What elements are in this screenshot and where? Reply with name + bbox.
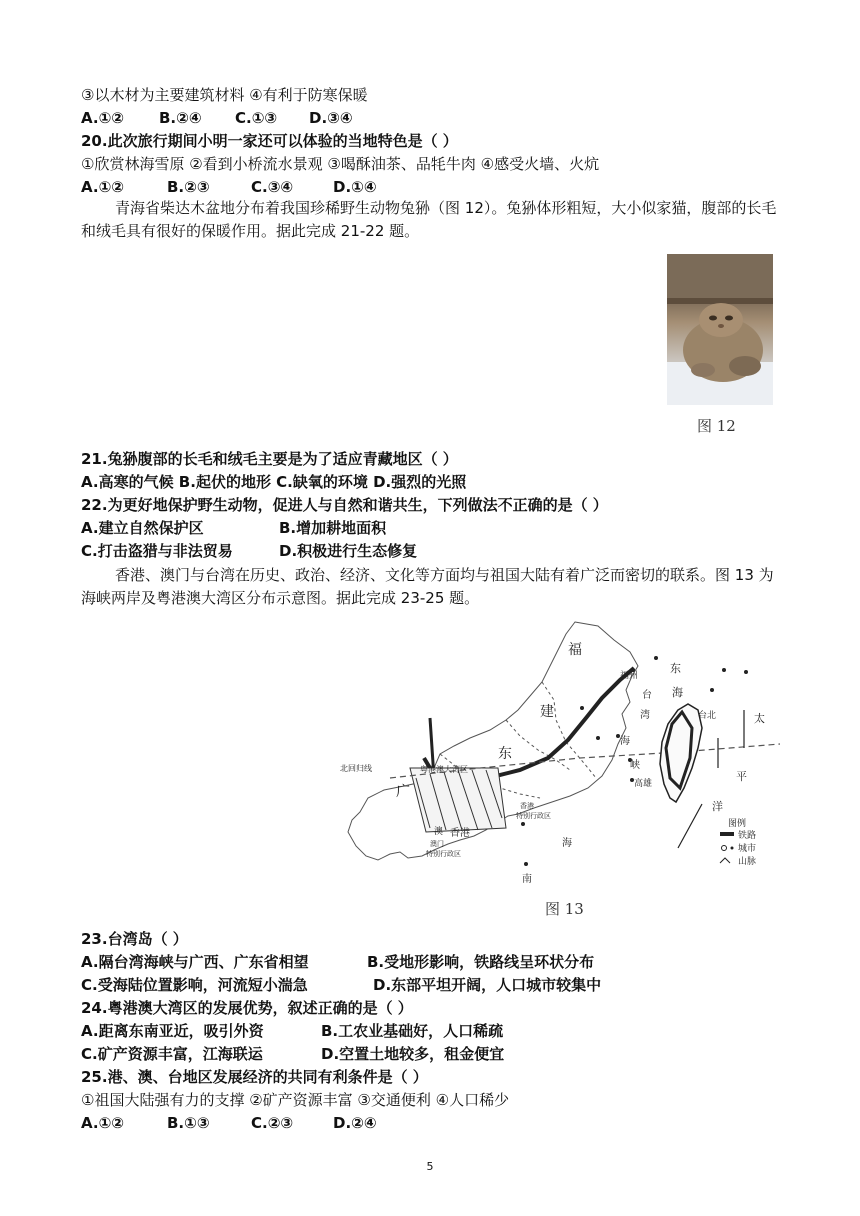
boundary-line-se <box>678 804 702 848</box>
label-strait-3: 海 <box>620 736 630 747</box>
q19-option-d[interactable]: D.③④ <box>309 109 353 127</box>
legend-title: 图例 <box>728 819 747 829</box>
q25-option-d[interactable]: D.②④ <box>333 1114 377 1132</box>
q19-items-line: ③以木材为主要建筑材料 ④有利于防寒保暖 <box>81 86 368 104</box>
q22-option-a[interactable]: A.建立自然保护区 <box>81 519 204 537</box>
q24-options-row2 <box>81 1044 504 1064</box>
q23-option-b[interactable]: B.受地形影响，铁路线呈环状分布 <box>367 953 595 971</box>
q24-option-a[interactable]: A.距离东南亚近，吸引外资 <box>81 1022 264 1040</box>
q20-option-d[interactable]: D.①④ <box>333 178 377 196</box>
q22-option-b[interactable]: B.增加耕地面积 <box>279 519 387 537</box>
legend-city: 城市 <box>738 844 757 854</box>
q20-options <box>81 177 377 197</box>
q24-option-c[interactable]: C.矿产资源丰富，江海联运 <box>81 1045 263 1063</box>
label-strait-1: 台 <box>642 690 652 701</box>
label-ping: 平 <box>736 770 747 783</box>
q25-option-a[interactable]: A.①② <box>81 1114 124 1132</box>
province-border <box>542 682 596 778</box>
q21-options: A.高寒的气候 B.起伏的地形 C.缺氧的环境 D.强烈的光照 <box>81 473 467 491</box>
q19-options <box>81 108 353 128</box>
q23-stem: 23.台湾岛（ ） <box>81 930 188 948</box>
label-dong-province: 东 <box>498 746 512 762</box>
q25-option-b[interactable]: B.①③ <box>167 1114 210 1132</box>
q22-option-d[interactable]: D.积极进行生态修复 <box>279 542 418 560</box>
q24-options-row1 <box>81 1021 503 1041</box>
bay-area-zone <box>410 768 506 832</box>
q20-option-c[interactable]: C.③④ <box>251 178 294 196</box>
q25-options <box>81 1113 377 1133</box>
q22-options-row1 <box>81 518 386 538</box>
q24-option-d[interactable]: D.空置土地较多，租金便宜 <box>321 1045 505 1063</box>
label-hai-south: 海 <box>562 838 572 849</box>
q22-options-row2 <box>81 541 417 561</box>
legend-mountain: 山脉 <box>738 857 757 867</box>
label-hk-sar-1: 香港 <box>520 802 534 810</box>
label-jian: 建 <box>540 704 554 720</box>
label-fu: 福 <box>568 642 582 658</box>
q24-stem: 24.粤港澳大湾区的发展优势，叙述正确的是（ ） <box>81 999 413 1017</box>
q19-option-a[interactable]: A.①② <box>81 109 124 127</box>
q23-options-row1 <box>81 952 594 972</box>
label-nan: 南 <box>522 874 532 885</box>
label-strait-4: 峡 <box>630 760 640 771</box>
label-mo-sar-1: 澳门 <box>430 840 444 848</box>
intro-paragraph-23-25: 香港、澳门与台湾在历史、政治、经济、文化等方面均与祖国大陆有着广泛而密切的联系。图 13 为海峡两岸及粤港澳大湾区分布示意图。据此完成 23-25 题。 <box>81 566 774 607</box>
label-guang: 广 <box>396 784 410 800</box>
q23-option-a[interactable]: A.隔台湾海峡与广西、广东省相望 <box>81 953 309 971</box>
q19-option-c[interactable]: C.①③ <box>235 109 278 127</box>
q20-stem: 20.此次旅行期间小明一家还可以体验的当地特色是（ ） <box>81 132 458 150</box>
label-gaoxiong: 高雄 <box>634 779 653 789</box>
map-legend <box>720 817 756 867</box>
pallas-cat-photo <box>667 254 773 405</box>
q22-option-c[interactable]: C.打击盗猎与非法贸易 <box>81 542 233 560</box>
q24-option-b[interactable]: B.工农业基础好，人口稀疏 <box>321 1022 504 1040</box>
fig13-caption: 图 13 <box>545 900 584 918</box>
q19-option-b[interactable]: B.②④ <box>159 109 202 127</box>
label-mo-sar-2: 特别行政区 <box>426 850 461 858</box>
legend-railway: 铁路 <box>738 831 757 841</box>
label-tropic: 北回归线 <box>340 764 372 773</box>
label-hongkong: 香港 <box>450 828 470 839</box>
q25-option-c[interactable]: C.②③ <box>251 1114 294 1132</box>
page-number: 5 <box>426 1160 434 1173</box>
q20-option-b[interactable]: B.②③ <box>167 178 210 196</box>
q20-option-a[interactable]: A.①② <box>81 178 124 196</box>
fig12-caption: 图 12 <box>697 417 736 435</box>
q23-options-row2 <box>81 975 601 995</box>
q21-stem: 21.兔狲腹部的长毛和绒毛主要是为了适应青藏地区（ ） <box>81 450 458 468</box>
strait-bay-area-map <box>330 618 786 890</box>
q23-option-d[interactable]: D.东部平坦开阔，人口城市较集中 <box>373 976 602 994</box>
label-taibei: 台北 <box>698 711 717 721</box>
q22-stem: 22.为更好地保护野生动物，促进人与自然和谐共生，下列做法不正确的是（ ） <box>81 496 608 514</box>
label-fuzhou: 福州 <box>620 671 639 681</box>
label-yang: 洋 <box>712 800 723 813</box>
q25-stem: 25.港、澳、台地区发展经济的共同有利条件是（ ） <box>81 1068 428 1086</box>
intro-paragraph-21-22: 青海省柴达木盆地分布着我国珍稀野生动物兔狲（图 12）。兔狲体形粗短，大小似家猫，腹部的长毛和绒毛具有很好的保暖作用。据此完成 21-22 题。 <box>81 199 777 240</box>
label-hai: 海 <box>672 686 683 699</box>
q20-items: ①欣赏林海雪原 ②看到小桥流水景观 ③喝酥油茶、品牦牛肉 ④感受火墙、火炕 <box>81 155 600 173</box>
label-macau: 澳 <box>434 827 444 837</box>
q25-items: ①祖国大陆强有力的支撑 ②矿产资源丰富 ③交通便利 ④人口稀少 <box>81 1091 510 1109</box>
label-dong: 东 <box>670 662 681 675</box>
label-hk-sar-2: 特别行政区 <box>516 812 551 820</box>
label-bay-area: 粤港澳大湾区 <box>420 765 468 774</box>
q23-option-c[interactable]: C.受海陆位置影响，河流短小湍急 <box>81 976 308 994</box>
label-tai: 太 <box>754 712 765 725</box>
label-strait-2: 湾 <box>640 710 650 721</box>
